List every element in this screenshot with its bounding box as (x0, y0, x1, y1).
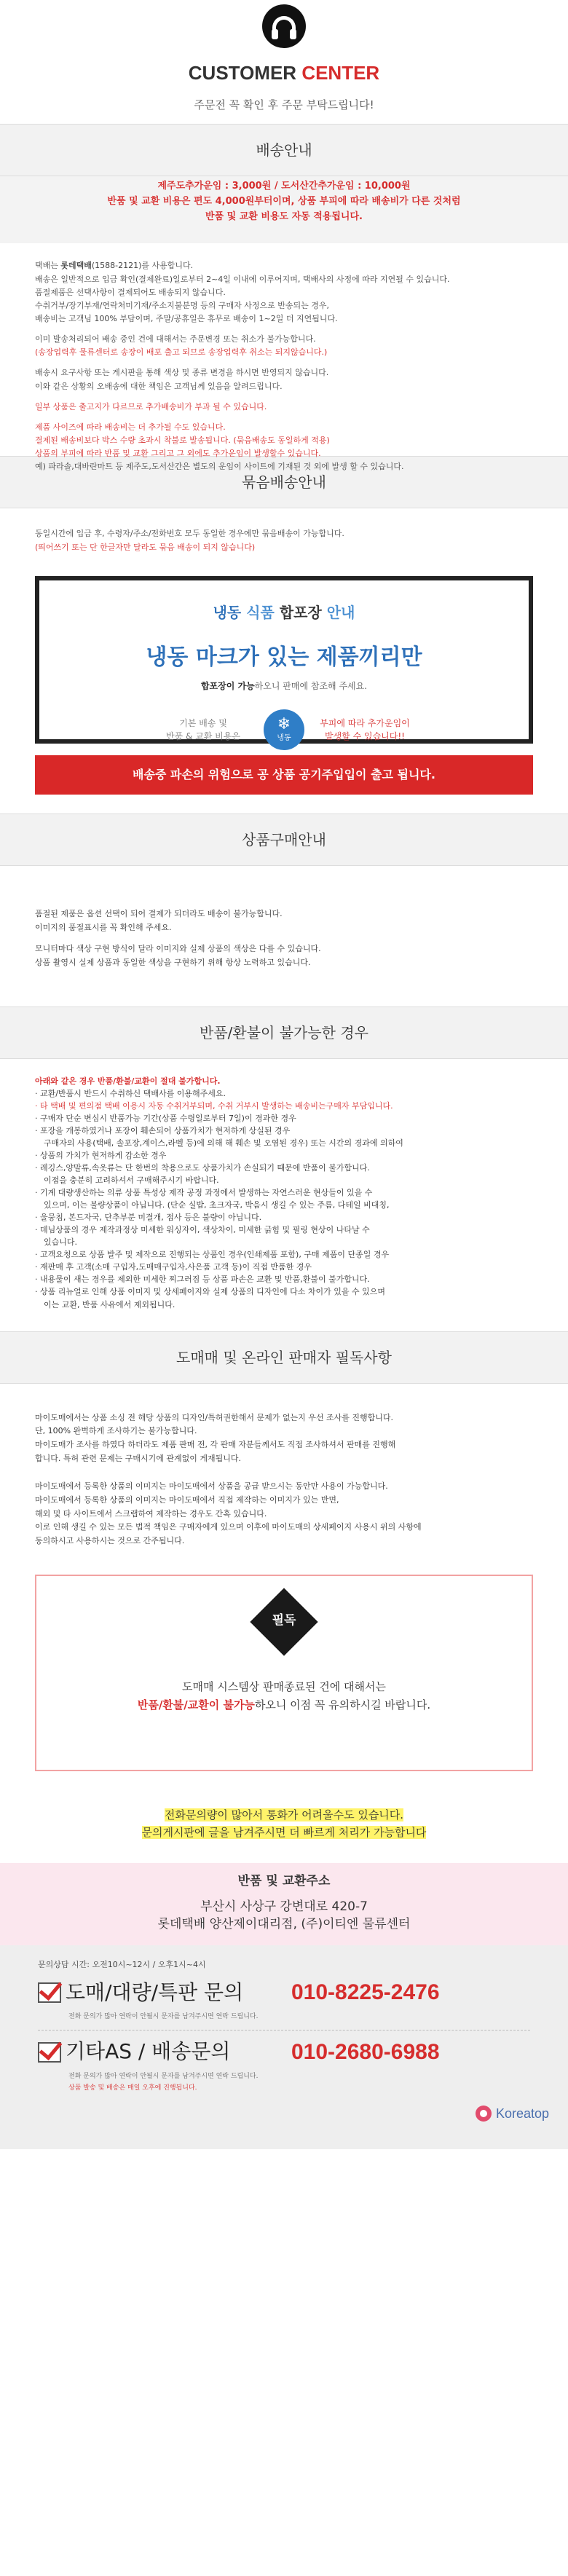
delivery-p4: 수취거부/장기부재/연락처미기재/주소지불분명 등의 구매자 사정으로 반송되는 경우, (35, 300, 330, 310)
delivery-fees (0, 176, 568, 243)
phone-note-1: 전화문의량이 많아서 통화가 어려울수도 있습니다. (164, 1808, 404, 1821)
damage-warning-bar: 배송중 파손의 위험으로 공 상품 공기주입입이 출고 됩니다. (35, 755, 533, 795)
contact-row-wholesale (38, 1975, 530, 2010)
exchange-item: · 구매자 단순 변심시 반품가능 기간(상품 수령일로부터 7일)이 경과한 경우 (35, 1113, 296, 1123)
delivery-p1 (35, 259, 533, 272)
contact-row-as (38, 2035, 530, 2070)
wholesale-label: 도매/대량/특판 문의 (66, 1980, 244, 2004)
must-read-rest: 하오니 이점 꼭 유의하시길 바랍니다. (254, 1698, 431, 1712)
exchange-item: · 기계 대량생산하는 의류 상품 특성상 제작 공정 과정에서 발생하는 자연스러운 현상들이 있을 수 (35, 1188, 373, 1198)
wholesale-phone[interactable]: 010-8225-2476 (291, 1980, 440, 2005)
exchange-item: 있습니다. (44, 1237, 78, 1248)
bundle-body (0, 508, 568, 554)
notice-left-1: 기본 배송 및 (179, 717, 227, 728)
notice-left (156, 717, 251, 743)
delivery-p8: 배송시 요구사항 또는 게시판을 통해 색상 및 종류 변경을 하시면 반영되지 않습니다. (35, 368, 329, 378)
delivery-p14: 예) 파라솔,대바란마트 등 제주도,도서산간은 별도의 운임이 사이트에 기재된 것 외에 발생 할 수 있습니다. (35, 462, 404, 472)
notice-t1-b: 식품 (246, 603, 275, 621)
exchange-item: · 상품 리뉴얼로 인해 상품 이미지 및 상세페이지와 실제 상품의 디자인에 다소 차이가 있을 수 있으며 (35, 1287, 385, 1297)
headset-icon (262, 4, 306, 48)
contact-section (0, 1945, 568, 2149)
distributor-p7: 해외 및 타 사이트에서 스크랩하여 제작하는 경우도 간혹 있습니다. (35, 1508, 267, 1519)
as-label: 기타AS / 배송문의 (66, 2039, 231, 2064)
delivery-p12: 결제된 배송비보다 박스 수량 초과시 착불로 발송됩니다. (묶음배송도 동일하게 적용) (35, 435, 330, 445)
exchange-item: · 포장을 개봉하였거나 포장이 훼손되어 상품가치가 현저하게 상실된 경우 (35, 1125, 291, 1135)
exchange-item: · 레깅스,양말류,속옷류는 단 한번의 착용으로도 상품가치가 손실되기 때문에 반품이 불가합니다. (35, 1163, 370, 1173)
delivery-p3: 품절제품은 선택사항이 결제되어도 배송되지 않습니다. (35, 287, 226, 297)
notice-right-1: 부피에 따라 추가운임이 (320, 717, 410, 728)
notice-headline: 냉동 마크가 있는 제품끼리만 (146, 644, 422, 670)
distributor-p6: 마이도매에서 등록한 상품의 이미지는 마이도매에서 직접 제작하는 이미지가 있는 반면, (35, 1495, 339, 1505)
delivery-p2: 배송은 일반적으로 입금 확인(결제완료)일로부터 2~4일 이내에 이루어지며, 택배사의 사정에 따라 지연될 수 있습니다. (35, 274, 450, 284)
exchange-heading (0, 1007, 568, 1059)
notice-t1-d: 안내 (326, 603, 355, 621)
title-customer: CUSTOMER (188, 62, 297, 84)
purchase-heading-text: 상품구매안내 (242, 830, 326, 848)
must-read-red: 반품/환불/교환이 불가능 (137, 1698, 255, 1712)
as-note-2: 상품 발송 및 배송은 매일 오후에 진행됩니다. (68, 2084, 197, 2092)
exchange-item: 이점을 충분히 고려하셔서 구매해주시기 바랍니다. (44, 1175, 219, 1186)
notice-t1-c: 합포장 (279, 603, 322, 621)
koreatop-logo (476, 2103, 549, 2124)
distributor-p2: 단, 100% 완벽하게 조사하기는 불가능합니다. (35, 1426, 197, 1436)
distributor-p3: 마이도매가 조사를 하였다 하더라도 제품 판매 전, 각 판매 자분들께서도 직접 조사하셔서 판매를 진행해 (35, 1439, 396, 1449)
wholesale-note: 전화 문의가 많아 연락이 안될시 문자를 남겨주시면 연락 드립니다. (68, 2013, 259, 2021)
return-line-2: 반품 및 교환 비용도 자동 적용됩니다. (205, 210, 363, 222)
exchange-item: · 재판매 후 고객(소매 구입자,도매매구입자,사은품 고객 등)이 직접 반품한 경우 (35, 1262, 312, 1272)
address-line2: 롯데택배 양산제이대리점, (주)이티엔 물류센터 (157, 1916, 411, 1931)
exchange-item: 구매자의 사용(택배, 솔포장,계이스,라벨 등)에 의해 해 훼손 및 오염된 경우) 또는 시간의 경과에 의하여 (44, 1138, 403, 1148)
notice-bottom (39, 709, 529, 750)
distributor-heading (0, 1331, 568, 1384)
purchase-body (0, 866, 568, 1007)
distributor-p1: 마이도매에서는 상품 소싱 전 해당 상품의 디자인/특허권한해서 문제가 없는지 우선 조사를 진행합니다. (35, 1412, 393, 1422)
notice-sub-rest: 하오니 판매에 참조해 주세요. (254, 680, 368, 691)
exchange-heading-text: 반품/환불이 불가능한 경우 (200, 1023, 368, 1041)
exchange-item: · 타 택배 및 편의점 택배 이용시 자동 수취거부되며, 수취 거부시 발생하는 배송비는구매자 부담입니다. (35, 1100, 393, 1111)
frozen-notice-wrap (0, 554, 568, 755)
exchange-item: · 상품의 가치가 현저하게 감소한 경우 (35, 1150, 167, 1160)
notice-t1-a: 냉동 (213, 603, 242, 621)
distributor-p9: 동의하시고 사용하시는 것으로 간주됩니다. (35, 1536, 185, 1546)
exchange-item: · 내용물이 새는 경우를 제외한 미세한 찌그러짐 등 상품 파손은 교환 및 반품,환불이 불가합니다. (35, 1275, 370, 1285)
purchase-p2: 이미지의 품절표시를 꼭 확인해 주세요. (35, 922, 172, 932)
delivery-p6: 이미 발송처리되어 배송 중인 건에 대해서는 주문변경 또는 취소가 불가능합니다. (35, 334, 316, 344)
distributor-p4: 합니다. 특허 관련 문제는 구매시기에 관계없이 게재됩니다. (35, 1453, 241, 1463)
delivery-heading (0, 124, 568, 176)
delivery-p9: 이와 같은 상황의 오배송에 대한 책임은 고객님께 있음을 알려드립니다. (35, 381, 283, 391)
delivery-p7: (송장업력후 물류센터로 송장이 배포 출고 되므로 송장업력후 취소는 되지않습니다.) (35, 347, 328, 358)
purchase-p3: 모니터마다 색상 구현 방식이 달라 이미지와 실제 상품의 색상은 다를 수 있습니다. (35, 944, 321, 954)
exchange-item: 있으며, 이는 불량상품이 아닙니다. (단순 실밥, 초크자국, 박음시 생길 수 있는 주름, 다테일 비대칭, (44, 1200, 390, 1210)
must-read-badge: 필독 (272, 1612, 296, 1628)
phone-note-2: 문의게시판에 글을 남겨주시면 더 빠르게 처리가 가능합니다 (141, 1825, 427, 1839)
snowflake-icon: ❄ 냉동 (264, 709, 304, 750)
checkmark-icon (38, 2042, 61, 2063)
p1-rest: (1588-2121)를 사용합니다. (91, 261, 194, 271)
header (0, 0, 568, 124)
delivery-p11: 제품 사이즈에 따라 배송비는 더 추가될 수도 있습니다. (35, 422, 226, 432)
address-title: 반품 및 교환주소 (237, 1873, 331, 1888)
exchange-lead: 아래와 같은 경우 반품/환불/교환이 절대 불가합니다. (35, 1076, 221, 1086)
notice-sub-bold: 합포장이 가능 (200, 680, 255, 691)
logo-text: Koreatop (495, 2106, 549, 2121)
p1-courier: 롯데택배 (60, 261, 92, 271)
page-title (0, 58, 568, 89)
bundle-p2: (띄어쓰기 또는 단 한글자만 달라도 묶음 배송이 되지 않습니다) (35, 542, 256, 552)
delivery-p13: 상품의 부피에 따라 반품 및 교환 그리고 그 외에도 추가운임이 발생할수 있습니다. (35, 449, 321, 459)
checkmark-icon (38, 1982, 61, 2003)
exchange-item: · 고객요청으로 상품 발주 및 제작으로 진행되는 상품인 경우(인쇄제품 포함), 구매 제품이 단종일 경우 (35, 1250, 390, 1260)
delivery-heading-text: 배송안내 (256, 141, 312, 159)
frozen-notice (35, 576, 533, 744)
must-read-text (36, 1678, 532, 1714)
notice-right-2: 발생할 수 있습니다!! (325, 730, 405, 741)
purchase-p4: 상품 촬영시 실제 상품과 동일한 색상을 구현하기 위해 항상 노력하고 있습니다. (35, 958, 311, 968)
exchange-item: · 데님상품의 경우 제작과정상 미세한 워싱자이, 색상차이, 미세한 긁힘 및 필링 현상이 나타날 수 (35, 1225, 370, 1235)
bundle-heading-text: 묶음배송안내 (242, 473, 326, 492)
header-subtitle: 주문전 꼭 확인 후 주문 부탁드립니다! (194, 98, 374, 111)
distributor-p5: 마이도매에서 등록한 상품의 이미지는 마이도매에서 상품을 공급 받으시는 동안만 사용이 가능합니다. (35, 1481, 388, 1492)
notice-title (39, 601, 529, 624)
delivery-p10: 일부 상품은 출고지가 다르므로 추가배송비가 부과 될 수 있습니다. (35, 401, 267, 411)
exchange-item: 이는 교환, 반품 사유에서 제외됩니다. (44, 1299, 175, 1309)
frozen-badge: 냉동 (277, 734, 291, 743)
distributor-heading-text: 도매매 및 온라인 판매자 필독사항 (176, 1348, 392, 1366)
purchase-p1: 품절된 제품은 옵션 선택이 되어 결제가 되더라도 배송이 불가능합니다. (35, 908, 283, 918)
title-center: CENTER (301, 62, 380, 84)
return-line-1: 반품 및 교환 비용은 편도 4,000원부터이며, 상품 부피에 따라 배송비가 다른 것처럼 (107, 195, 461, 207)
notice-sub (39, 680, 529, 693)
must-read-line1: 도매매 시스템상 판매종료된 건에 대해서는 (182, 1679, 386, 1693)
exchange-body (0, 1059, 568, 1331)
delivery-p5: 배송비는 고객님 100% 부담이며, 주말/공휴일은 휴무로 배송이 1~2일 더 지연됩니다. (35, 313, 338, 323)
distributor-body (0, 1384, 568, 1556)
as-phone[interactable]: 010-2680-6988 (291, 2039, 440, 2064)
address-line1: 부산시 사상구 강변대로 420-7 (200, 1899, 368, 1914)
purchase-heading (0, 814, 568, 866)
notice-left-2: 반품 & 교환 비용은 (166, 730, 240, 741)
delivery-body (0, 243, 568, 472)
bundle-p1: 동일시간에 입금 후, 수령자/주소/전화번호 모두 동일한 경우에만 묶음배송이 가능합니다. (35, 529, 344, 539)
phone-note (0, 1790, 568, 1863)
fee-line: 제주도추가운임 : 3,000원 / 도서산간추가운임 : 10,000원 (157, 181, 411, 192)
exchange-item: · 울뭉침, 본드자국, 단추부분 미결개, 접사 등은 불량이 아닙니다. (35, 1213, 262, 1223)
exchange-item: · 교환/반품시 반드시 수취하신 택배사를 이용해주세요. (35, 1088, 226, 1098)
p1-prefix: 택배는 (35, 261, 61, 271)
must-read-line2 (36, 1696, 532, 1714)
notice-right (317, 717, 412, 743)
contact-hours: 문의상담 시간: 오전10시~12시 / 오후1시~4시 (38, 1959, 206, 1969)
as-note-1: 전화 문의가 많아 연락이 안될시 문자를 남겨주시면 연락 드립니다. (68, 2072, 259, 2080)
red-bar-wrap (0, 755, 568, 814)
must-read-box (35, 1575, 533, 1771)
return-address (0, 1863, 568, 1945)
distributor-p8: 이로 인해 생길 수 있는 모든 법적 책임은 구매자에게 있으며 이후에 마이도매의 상세페이지 사용시 위의 사항에 (35, 1522, 422, 1532)
logo-mark-icon (476, 2106, 492, 2122)
